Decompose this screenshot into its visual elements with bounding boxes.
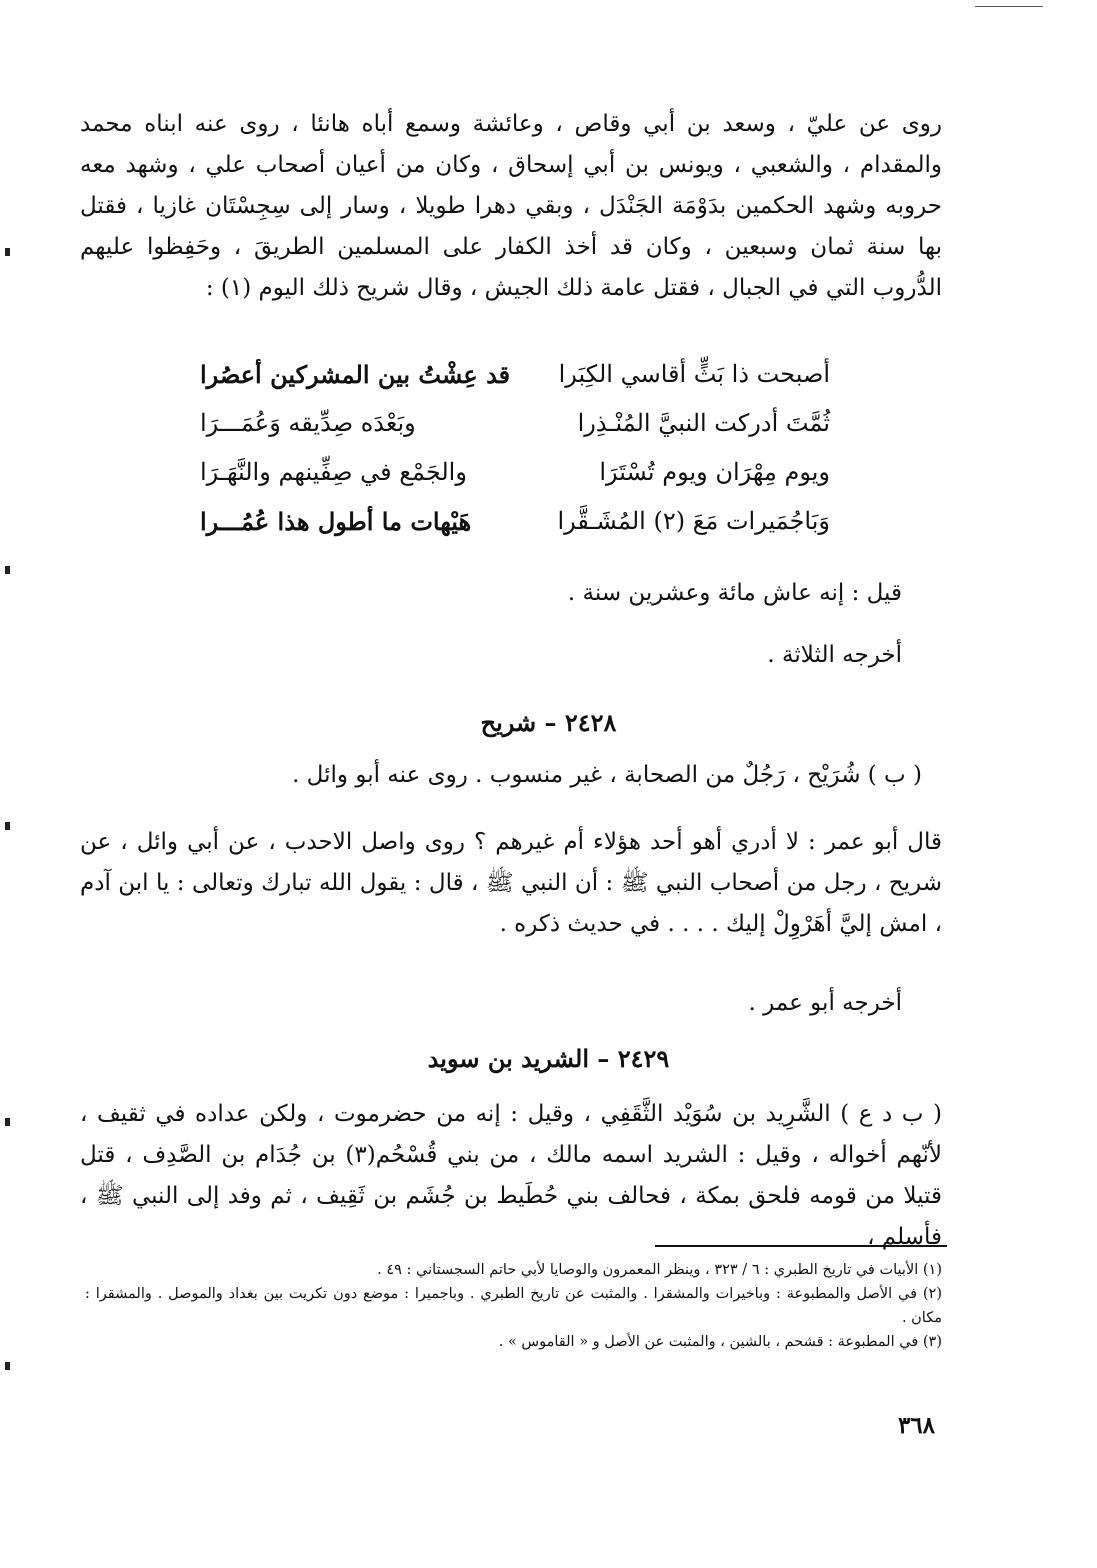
poem-hemistich-first: ثُمَّتَ أدركت النبيَّ المُنْـذِرا: [577, 409, 830, 437]
poem-line: [200, 497, 830, 546]
abu-umar-paragraph-text: قال أبو عمر : لا أدري أهو أحد هؤلاء أم غيرهم ؟ روى واصل الاحدب ، عن أبي وائل ، عن شريح ، رجل من أصحاب النبي ﷺ : أن النبي ﷺ ، قال : يقول الله تبارك وتعالى : يا ابن آدم ، امش إليَّ أهَرْوِلْ إليك . . . . في حديث ذكره .: [80, 829, 942, 937]
footnote-3: (٣) في المطبوعة : قشحم ، بالشين ، والمثبت عن الأصل و « القاموس » .: [498, 1334, 942, 1350]
intro-paragraph-text: روى عن عليّ ، وسعد بن أبي وقاص ، وعائشة وسمع أباه هانئا ، روى عنه ابناه محمد والمقدام ، والشعبي ، ويونس بن أبي إسحاق ، وكان من أعيان أصحاب علي ، وشهد معه حروبه وشهد الحكمين بدَوْمَة الجَنْدَل ، وبقي دهرا طويلا ، وسار إلى سِجِسْتَان غازيا ، فقتل بها سنة ثمان وسبعين ، وكان قد أخذ الكفار على المسلمين الطريقَ ، وحَفِظوا عليهم الدُّروب التي في الجبال ، فقتل عامة ذلك الجيش ، وقال شريح ذلك اليوم (١) :: [80, 111, 942, 301]
footnote-1: (١) الأبيات في تاريخ الطبري : ٦ / ٣٢٣ ، وينظر المعمرون والوصايا لأبي حاتم السجستاني : ٤٩ .: [377, 1262, 942, 1278]
sharid-paragraph: [80, 1094, 942, 1258]
footnotes: [85, 1258, 942, 1354]
margin-scan-dot: [5, 248, 10, 256]
poem-line: [200, 399, 830, 448]
takhrij-note-2: أخرجه أبو عمر .: [748, 990, 902, 1016]
footnote-separator: [655, 1245, 947, 1247]
poem-hemistich-first: أصبحت ذا بَثٍّ أقاسي الكِبَرا: [558, 360, 830, 388]
corner-scan-mark: [975, 6, 1043, 7]
poem-hemistich-first: ويوم مِهْرَان ويوم تُسْتَرَا: [599, 458, 830, 486]
intro-paragraph: [80, 104, 942, 309]
poem-hemistich-second: وبَعْدَه صِدِّيقه وَعُمَـــرَا: [200, 409, 416, 437]
abu-umar-paragraph: [80, 822, 942, 945]
entry-heading-2429: ٢٤٢٩ – الشريد بن سويد: [427, 1044, 670, 1073]
margin-scan-dot: [5, 1362, 10, 1370]
age-note: قيل : إنه عاش مائة وعشرين سنة .: [567, 580, 902, 606]
poem-hemistich-second: هَيْهات ما أطول هذا عُمُـــرا: [200, 507, 472, 536]
entry-heading-2428: ٢٤٢٨ – شريح: [480, 708, 617, 737]
footnote-2: (٢) في الأصل والمطبوعة : وباخيرات والمشقرا . والمثبت عن تاريخ الطبري . وباجميرا : موضع دون تكريت بين بغداد والموصل . والمشقرا : مكان .: [85, 1286, 942, 1326]
margin-scan-dot: [5, 566, 10, 574]
shurayh-intro-line: ( ب ) شُرَيْح ، رَجُلٌ من الصحابة ، غير منسوب . روى عنه أبو وائل .: [292, 762, 922, 788]
page-number: ٣٦٨: [897, 1412, 935, 1439]
poem: [200, 350, 830, 546]
poem-hemistich-first: وَبَاجُمَيرات مَعَ (٢) المُشَـقَّرا: [557, 507, 830, 535]
margin-scan-dot: [5, 822, 10, 830]
poem-line: [200, 350, 830, 399]
sharid-paragraph-text: ( ب د ع ) الشَّرِيد بن سُوَيْد الثَّقَفِي ، وقيل : إنه من حضرموت ، ولكن عداده في ثقيف ، لأنّهم أخواله ، وقيل : الشريد اسمه مالك ، من بني قُسْحُم(٣) بن جُدَام بن الصَّدِف ، قتل قتيلا من قومه فلحق بمكة ، فحالف بني حُطَيط بن جُشَم بن ثَقِيف ، ثم وفد إلى النبي ﷺ ، فأسلم ،: [80, 1101, 942, 1250]
poem-line: [200, 448, 830, 497]
takhrij-note-1: أخرجه الثلاثة .: [767, 642, 902, 668]
poem-hemistich-second: قد عِشْتُ بين المشركين أعصُرا: [200, 360, 511, 389]
poem-hemistich-second: والجَمْع في صِفِّينهم والنَّهَـرَا: [200, 458, 467, 486]
margin-scan-dot: [5, 1118, 10, 1126]
